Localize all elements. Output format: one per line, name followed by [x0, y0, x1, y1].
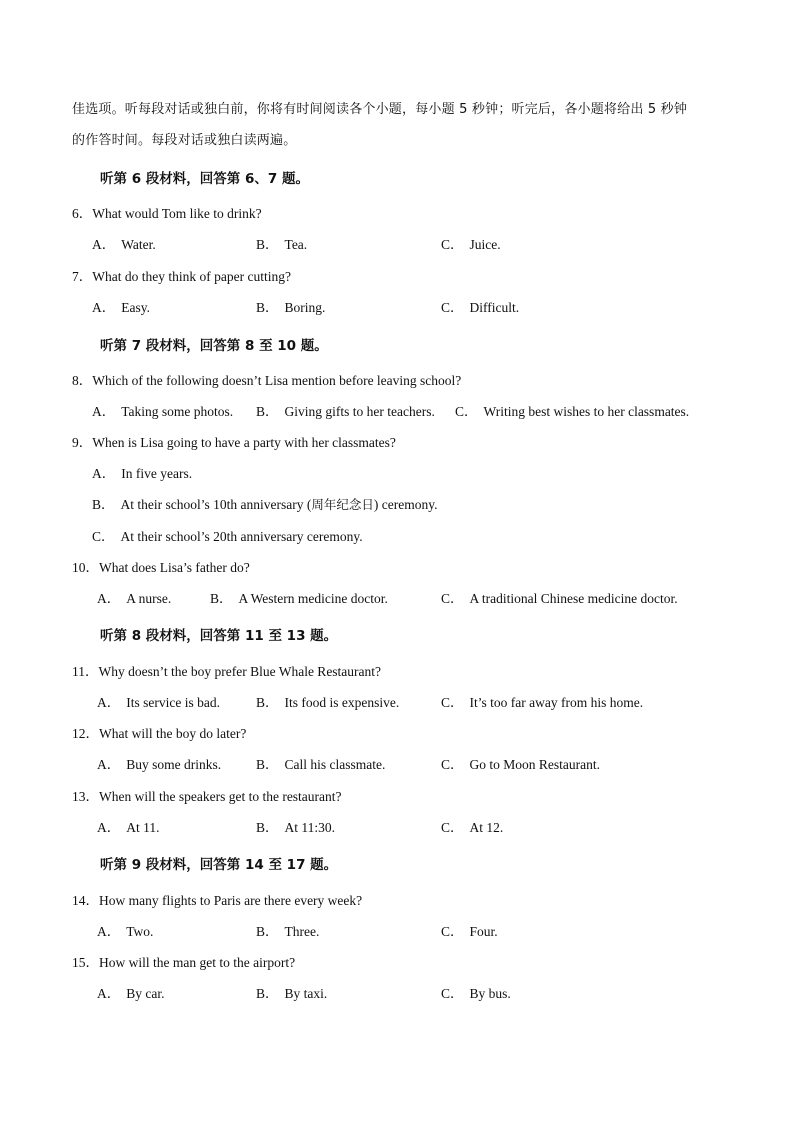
option-9-c[interactable] — [92, 528, 363, 546]
question-text: What will the boy do later? — [99, 726, 247, 741]
question-13 — [72, 788, 342, 806]
question-6 — [72, 205, 262, 223]
question-number: 12． — [72, 726, 99, 741]
section-heading-6: 听第 6 段材料，回答第 6、7 题。 — [100, 171, 309, 187]
question-text: How will the man get to the airport? — [99, 955, 296, 970]
question-number: 10． — [72, 560, 99, 575]
option-6-c[interactable] — [441, 236, 501, 254]
option-text: By taxi. — [284, 986, 328, 1001]
option-12-a[interactable] — [97, 756, 221, 774]
question-number: 7． — [72, 269, 93, 284]
section-heading-7: 听第 7 段材料，回答第 8 至 10 题。 — [100, 338, 328, 354]
option-letter: A． — [92, 300, 116, 315]
option-letter: B． — [92, 497, 115, 512]
option-letter: C． — [441, 695, 464, 710]
option-text: At 12. — [469, 820, 504, 835]
option-text: Three. — [284, 924, 320, 939]
question-text: What does Lisa’s father do? — [99, 560, 250, 575]
option-13-a[interactable] — [97, 819, 160, 837]
option-letter: A． — [97, 820, 121, 835]
option-15-c[interactable] — [441, 985, 511, 1003]
question-text: How many flights to Paris are there every week? — [99, 893, 363, 908]
question-number: 8． — [72, 373, 93, 388]
option-11-c[interactable] — [441, 694, 643, 712]
option-letter: A． — [97, 757, 121, 772]
option-7-c[interactable] — [441, 299, 519, 317]
option-letter: C． — [441, 591, 464, 606]
question-text: When is Lisa going to have a party with her classmates? — [92, 435, 396, 450]
option-text: Easy. — [121, 300, 150, 315]
option-letter: C． — [441, 237, 464, 252]
option-letter: A． — [92, 237, 116, 252]
question-15 — [72, 954, 295, 972]
option-12-c[interactable] — [441, 756, 600, 774]
option-8-b[interactable] — [256, 403, 435, 421]
option-letter: C． — [441, 986, 464, 1001]
question-text: Why doesn’t the boy prefer Blue Whale Restaurant? — [98, 664, 382, 679]
option-11-b[interactable] — [256, 694, 399, 712]
option-6-b[interactable] — [256, 236, 307, 254]
option-9-a[interactable] — [92, 465, 192, 483]
question-11 — [72, 663, 381, 681]
option-text-post: ) ceremony. — [373, 497, 438, 512]
question-number: 11． — [72, 664, 99, 679]
option-text: Juice. — [469, 237, 501, 252]
option-text: Boring. — [284, 300, 326, 315]
option-letter: A． — [97, 591, 121, 606]
option-letter: C． — [441, 820, 464, 835]
option-text: Call his classmate. — [284, 757, 386, 772]
option-letter: A． — [97, 695, 121, 710]
option-15-b[interactable] — [256, 985, 327, 1003]
question-text: What do they think of paper cutting? — [92, 269, 291, 284]
option-letter: B． — [256, 757, 279, 772]
option-14-b[interactable] — [256, 923, 319, 941]
option-letter: B． — [256, 695, 279, 710]
option-10-b[interactable] — [210, 590, 388, 608]
option-letter: B． — [256, 404, 279, 419]
question-number: 6． — [72, 206, 93, 221]
option-letter: B． — [256, 820, 279, 835]
option-letter: A． — [92, 404, 116, 419]
section-heading-9: 听第 9 段材料，回答第 14 至 17 题。 — [100, 857, 338, 873]
option-11-a[interactable] — [97, 694, 220, 712]
option-9-b[interactable] — [92, 496, 437, 514]
option-text: At 11:30. — [284, 820, 336, 835]
question-number: 13． — [72, 789, 99, 804]
question-number: 15． — [72, 955, 99, 970]
question-text: What would Tom like to drink? — [92, 206, 262, 221]
option-13-b[interactable] — [256, 819, 335, 837]
option-letter: A． — [97, 924, 121, 939]
option-8-c[interactable] — [455, 403, 689, 421]
question-number: 14． — [72, 893, 99, 908]
question-10 — [72, 559, 250, 577]
option-8-a[interactable] — [92, 403, 233, 421]
option-13-c[interactable] — [441, 819, 503, 837]
option-letter: B． — [256, 924, 279, 939]
option-10-a[interactable] — [97, 590, 171, 608]
option-text: Go to Moon Restaurant. — [469, 757, 601, 772]
option-letter: A． — [97, 986, 121, 1001]
option-letter: C． — [441, 300, 464, 315]
option-14-a[interactable] — [97, 923, 153, 941]
option-text-pre: At their school’s 10th anniversary ( — [120, 497, 312, 512]
option-text: Its service is bad. — [126, 695, 220, 710]
question-7 — [72, 268, 291, 286]
option-text: By bus. — [469, 986, 511, 1001]
option-7-b[interactable] — [256, 299, 325, 317]
question-text: Which of the following doesn’t Lisa mention before leaving school? — [92, 373, 462, 388]
option-text: Difficult. — [469, 300, 520, 315]
option-letter: B． — [210, 591, 233, 606]
option-text: A traditional Chinese medicine doctor. — [469, 591, 678, 606]
option-text: It’s too far away from his home. — [469, 695, 644, 710]
option-text: Tea. — [284, 237, 308, 252]
option-text: By car. — [126, 986, 165, 1001]
option-14-c[interactable] — [441, 923, 498, 941]
question-number: 9． — [72, 435, 93, 450]
option-text: Writing best wishes to her classmates. — [483, 404, 690, 419]
option-12-b[interactable] — [256, 756, 385, 774]
option-letter: C． — [455, 404, 478, 419]
option-text: In five years. — [121, 466, 193, 481]
option-text: Four. — [469, 924, 498, 939]
option-text: Giving gifts to her teachers. — [284, 404, 435, 419]
option-letter: C． — [92, 529, 115, 544]
option-text: At their school’s 20th anniversary ceremony. — [120, 529, 363, 544]
option-letter: B． — [256, 986, 279, 1001]
option-text: At 11. — [126, 820, 160, 835]
option-text: Its food is expensive. — [284, 695, 400, 710]
option-text-chinese: 周年纪念日 — [311, 497, 374, 512]
option-letter: B． — [256, 300, 279, 315]
option-letter: C． — [441, 924, 464, 939]
option-7-a[interactable] — [92, 299, 150, 317]
question-8 — [72, 372, 461, 390]
question-text: When will the speakers get to the restaurant? — [99, 789, 342, 804]
option-text: Water. — [121, 237, 156, 252]
option-text: A Western medicine doctor. — [238, 591, 388, 606]
option-text: Buy some drinks. — [126, 757, 222, 772]
intro-line-2: 的作答时间。每段对话或独白读两遍。 — [72, 133, 297, 148]
section-heading-8: 听第 8 段材料，回答第 11 至 13 题。 — [100, 628, 338, 644]
question-12 — [72, 725, 246, 743]
option-text: Taking some photos. — [121, 404, 234, 419]
intro-line-1: 佳选项。听每段对话或独白前，你将有时间阅读各个小题，每小题 5 秒钟；听完后，各小题将给出 5 秒钟 — [72, 102, 688, 117]
option-15-a[interactable] — [97, 985, 165, 1003]
option-text: Two. — [126, 924, 154, 939]
question-14 — [72, 892, 362, 910]
option-letter: B． — [256, 237, 279, 252]
option-letter: C． — [441, 757, 464, 772]
option-6-a[interactable] — [92, 236, 156, 254]
option-10-c[interactable] — [441, 590, 678, 608]
option-text: A nurse. — [126, 591, 172, 606]
question-9 — [72, 434, 396, 452]
option-letter: A． — [92, 466, 116, 481]
